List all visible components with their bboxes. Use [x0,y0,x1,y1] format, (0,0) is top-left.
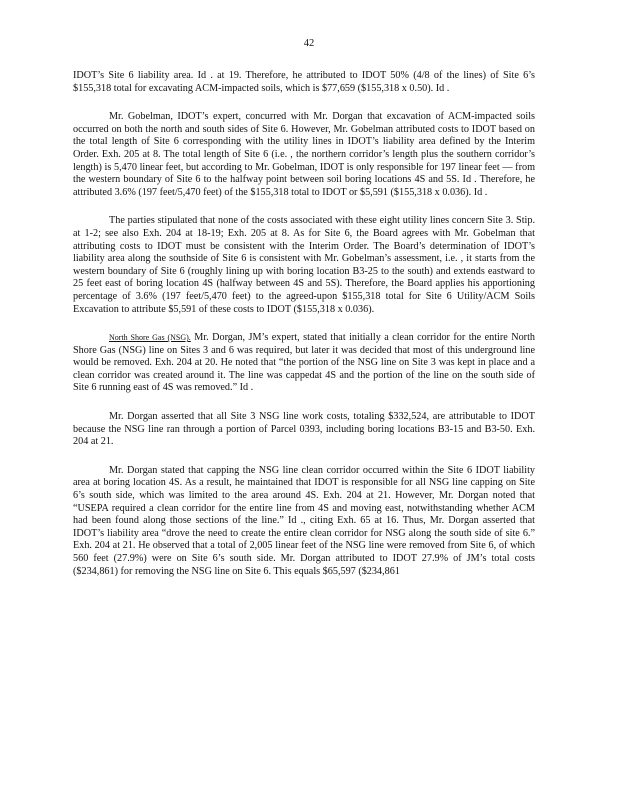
paragraph-6: Mr. Dorgan stated that capping the NSG line clean corridor occurred within the Site 6 IDOT liability area at boring location 4S. As a result, he maintained that IDOT is responsible for all NSG line capping on Site 6’s south side, which was limited to the area around 4S. Exh. 204 at 21. However, Mr. Dorgan noted that “USEPA required a clean corridor for the entire line from 4S and moving east, notwithstanding whether ACM had been found along those sections of the line.” Id ., citing Exh. 65 at 16. Thus, Mr. Dorgan asserted that IDOT’s liability area “drove the need to create the entire clean corridor for NSG along the south side of site 6.” Exh. 204 at 21. He observed that a total of 2,005 linear feet of the NSG line were removed from Site 6, of which 560 feet (27.9%) were on Site 6’s south side. Mr. Dorgan attributed to IDOT 27.9% of JM’s total costs ($234,861) for removing the NSG line on Site 6. This equals $65,597 ($234,861 [73,464,535,577]
paragraph-4 [73,332,535,395]
paragraph-1: IDOT’s Site 6 liability area. Id . at 19. Therefore, he attributed to IDOT 50% (4/8 of the lines) of Site 6’s $155,318 total for excavating ACM-impacted soils, which is $77,659 ($155,318 x 0.50). Id . [73,70,535,94]
section-heading-nsg: North Shore Gas (NSG). [109,333,191,343]
paragraph-5: Mr. Dorgan asserted that all Site 3 NSG line work costs, totaling $332,524, are attributable to IDOT because the NSG line ran through a portion of Parcel 0393, including boring locations B3-15 and B3-50. Exh. 204 at 21. [73,411,535,448]
document-body [73,70,535,594]
paragraph-2: Mr. Gobelman, IDOT’s expert, concurred with Mr. Dorgan that excavation of ACM-impacted soils occurred on both the north and south sides of Site 6. However, Mr. Gobelman attributed costs to IDOT based on the total length of Site 6 corresponding with the utility lines in IDOT’s liability area defined by the Interim Order. Exh. 205 at 8. The total length of Site 6 (i.e. , the northern corridor’s length plus the southern corridor’s length) is 5,470 linear feet, but according to Mr. Gobelman, IDOT is only responsible for 197 linear feet — from the western boundary of Site 6 to the halfway point between soil boring locations 4S and 5S. Id . Therefore, he attributed 3.6% (197 feet/5,470 feet) of the $155,318 total to IDOT or $5,591 ($155,318 x 0.036). Id . [73,111,535,198]
paragraph-3: The parties stipulated that none of the costs associated with these eight utility lines concern Site 3. Stip. at 1-2; see also Exh. 204 at 18-19; Exh. 205 at 8. As for Site 6, the Board agrees with Mr. Gobelman that attributing costs to IDOT must be consistent with the Interim Order. The Board’s determination of IDOT’s liability area along the southside of Site 6 is consistent with Mr. Gobelman’s assessment, i.e. , it starts from the western boundary of Site 6 (roughly lining up with boring location B3-25 to the south) and extends eastward to 25 feet east of boring location 4S (halfway between 4S and 5S). Therefore, the Board applies his apportioning percentage of 3.6% (197 feet/5,470 feet) to the agreed-upon $155,318 total for Site 6 Utility/ACM Soils Excavation to attribute $5,591 of these costs to IDOT ($155,318 x 0.036). [73,215,535,315]
page-number: 42 [303,38,315,49]
paragraph-4-text: Mr. Dorgan, JM’s expert, stated that initially a clean corridor for the entire North Shore Gas (NSG) line on Sites 3 and 6 was required, but later it was decided that most of this underground line would be removed. Exh. 204 at 20. He noted that “the portion of the NSG line on Site 3 was kept in place and a clean corridor was created around it. The line was cappedat 4S and the portion of the line on the south side of Site 6 running east of 4S was removed.” Id . [73,332,535,394]
